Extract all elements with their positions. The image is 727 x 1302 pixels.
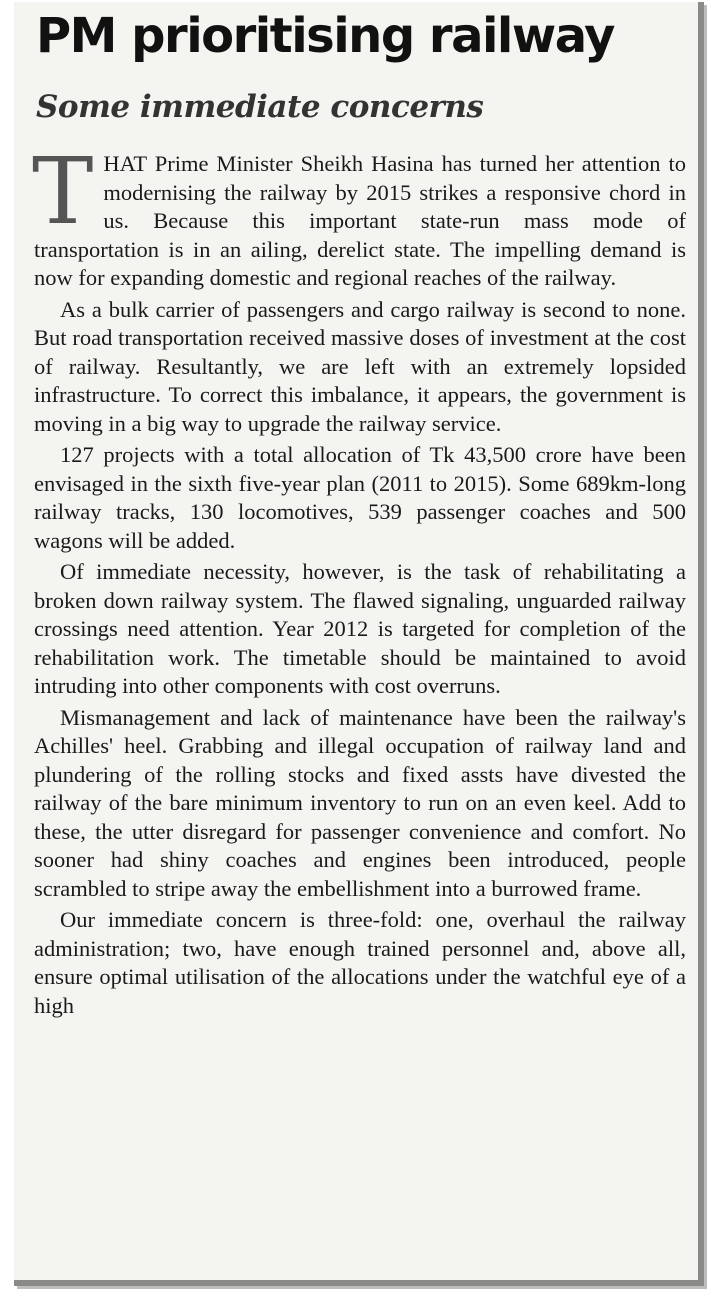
newspaper-clipping (14, 2, 704, 1286)
paragraph-3: 127 projects with a total allocation of Tk 43,500 crore have been envisaged in the sixth five-year plan (2011 to 2015). Some 689km-long railway tracks, 130 locomotives, 539 passenger coaches and 500 wagons will be added. (34, 442, 686, 553)
paragraph-6: Our immediate concern is three-fold: one, overhaul the railway administration; two, have enough trained personnel and, above all, ensure optimal utilisation of the allocations under the watchful eye of a high (34, 907, 686, 1018)
headline: PM prioritising railway (36, 8, 614, 64)
drop-cap: T (32, 138, 94, 245)
subheadline: Some immediate concerns (36, 89, 484, 125)
paragraph-1 (32, 138, 686, 293)
article-body (32, 138, 686, 1023)
paragraph-4: Of immediate necessity, however, is the task of rehabilitating a broken down railway system. The flawed signaling, unguarded railway crossings need attention. Year 2012 is targeted for completion of the rehabilitation work. The timetable should be maintained to avoid intruding into other components with cost overruns. (34, 559, 686, 698)
paragraph-1-text: HAT Prime Minister Sheikh Hasina has turned her attention to modernising the railway by 2015 strikes a responsive chord in us. Because this important state-run mass mode of transportation is in an ailing, derelict state. The impelling demand is now for expanding domestic and regional reaches of the railway. (34, 151, 686, 290)
paragraph-2: As a bulk carrier of passengers and cargo railway is second to none. But road transportation received massive doses of investment at the cost of railway. Resultantly, we are left with an extremely lopsided infrastructure. To correct this imbalance, it appears, the government is moving in a big way to upgrade the railway service. (34, 296, 686, 436)
paragraph-5: Mismanagement and lack of maintenance have been the railway's Achilles' heel. Grabbing and illegal occupation of railway land and plundering of the rolling stocks and fixed assts have divested the railway of the bare minimum inventory to run on an even keel. Add to these, the utter disregard for passenger convenience and comfort. No sooner had shiny coaches and engines been introduced, people scrambled to stripe away the embellishment into a burrowed frame. (34, 704, 686, 901)
